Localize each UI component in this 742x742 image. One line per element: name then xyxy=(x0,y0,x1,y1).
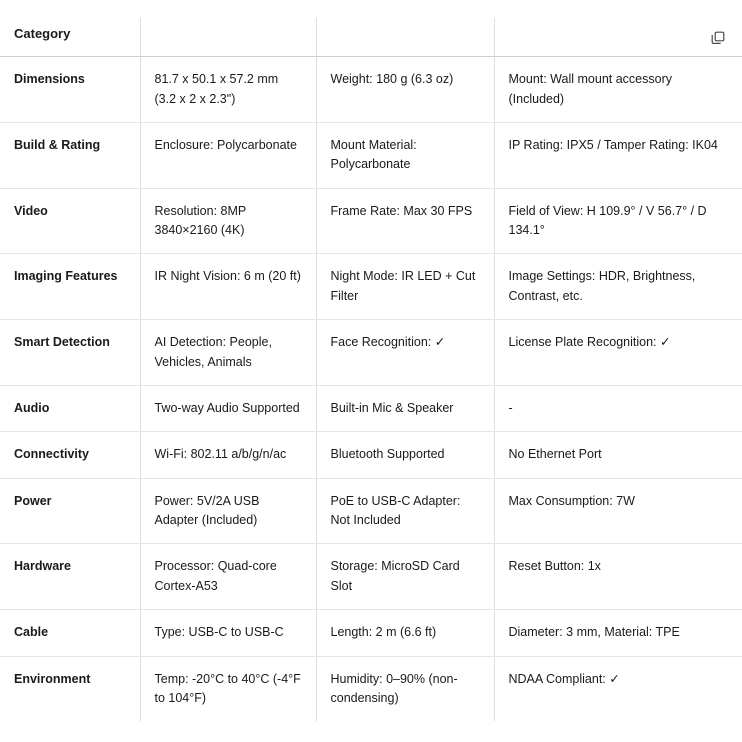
specifications-table xyxy=(0,18,742,721)
row-value-1: Wi-Fi: 802.11 a/b/g/n/ac xyxy=(140,432,316,478)
row-value-3: Reset Button: 1x xyxy=(494,544,742,610)
row-category: Imaging Features xyxy=(0,254,140,320)
row-value-3: Max Consumption: 7W xyxy=(494,478,742,544)
row-value-2: Frame Rate: Max 30 FPS xyxy=(316,188,494,254)
row-category: Build & Rating xyxy=(0,122,140,188)
row-value-1: Processor: Quad-core Cortex-A53 xyxy=(140,544,316,610)
row-value-1: 81.7 x 50.1 x 57.2 mm (3.2 x 2 x 2.3") xyxy=(140,57,316,123)
row-value-2: Face Recognition: ✓ xyxy=(316,320,494,386)
row-value-3: IP Rating: IPX5 / Tamper Rating: IK04 xyxy=(494,122,742,188)
table-row xyxy=(0,188,742,254)
table-row xyxy=(0,478,742,544)
row-value-2: Humidity: 0–90% (non-condensing) xyxy=(316,656,494,721)
row-category: Smart Detection xyxy=(0,320,140,386)
row-value-2: Storage: MicroSD Card Slot xyxy=(316,544,494,610)
row-value-1: IR Night Vision: 6 m (20 ft) xyxy=(140,254,316,320)
row-value-2: Night Mode: IR LED + Cut Filter xyxy=(316,254,494,320)
row-value-3: Image Settings: HDR, Brightness, Contrast, etc. xyxy=(494,254,742,320)
row-value-3: NDAA Compliant: ✓ xyxy=(494,656,742,721)
row-value-2: Built-in Mic & Speaker xyxy=(316,385,494,431)
row-category: Dimensions xyxy=(0,57,140,123)
row-category: Connectivity xyxy=(0,432,140,478)
row-value-2: PoE to USB-C Adapter: Not Included xyxy=(316,478,494,544)
row-value-2: Mount Material: Polycarbonate xyxy=(316,122,494,188)
table-row xyxy=(0,610,742,656)
table-row xyxy=(0,254,742,320)
row-value-1: Resolution: 8MP 3840×2160 (4K) xyxy=(140,188,316,254)
row-category: Video xyxy=(0,188,140,254)
row-value-2: Length: 2 m (6.6 ft) xyxy=(316,610,494,656)
table-header-row xyxy=(0,18,742,57)
row-value-2: Weight: 180 g (6.3 oz) xyxy=(316,57,494,123)
row-value-1: AI Detection: People, Vehicles, Animals xyxy=(140,320,316,386)
row-value-3: - xyxy=(494,385,742,431)
row-category: Hardware xyxy=(0,544,140,610)
row-value-1: Enclosure: Polycarbonate xyxy=(140,122,316,188)
table-header xyxy=(0,18,742,57)
column-header-2 xyxy=(140,18,316,57)
table-body xyxy=(0,57,742,722)
row-category: Environment xyxy=(14,671,91,686)
column-header-4 xyxy=(494,18,742,57)
copy-icon[interactable] xyxy=(708,28,728,48)
row-value-3: Mount: Wall mount accessory (Included) xyxy=(494,57,742,123)
table-row xyxy=(0,122,742,188)
table-row xyxy=(0,57,742,123)
row-category: Audio xyxy=(0,385,140,431)
table-row xyxy=(0,432,742,478)
table-row xyxy=(0,544,742,610)
row-category: Power xyxy=(0,478,140,544)
row-value-3: No Ethernet Port xyxy=(494,432,742,478)
row-value-1: Temp: -20°C to 40°C (-4°F to 104°F) xyxy=(140,656,316,721)
column-header-3 xyxy=(316,18,494,57)
row-value-3: License Plate Recognition: ✓ xyxy=(494,320,742,386)
table-row xyxy=(0,656,742,721)
row-value-1: Type: USB-C to USB-C xyxy=(140,610,316,656)
row-value-2: Bluetooth Supported xyxy=(316,432,494,478)
table-row xyxy=(0,320,742,386)
row-value-1: Power: 5V/2A USB Adapter (Included) xyxy=(140,478,316,544)
row-value-3: Diameter: 3 mm, Material: TPE xyxy=(494,610,742,656)
table-row xyxy=(0,385,742,431)
row-value-1: Two-way Audio Supported xyxy=(140,385,316,431)
row-value-3: Field of View: H 109.9° / V 56.7° / D 134.1° xyxy=(494,188,742,254)
column-header-category: Category xyxy=(0,18,140,57)
row-category: Cable xyxy=(0,610,140,656)
